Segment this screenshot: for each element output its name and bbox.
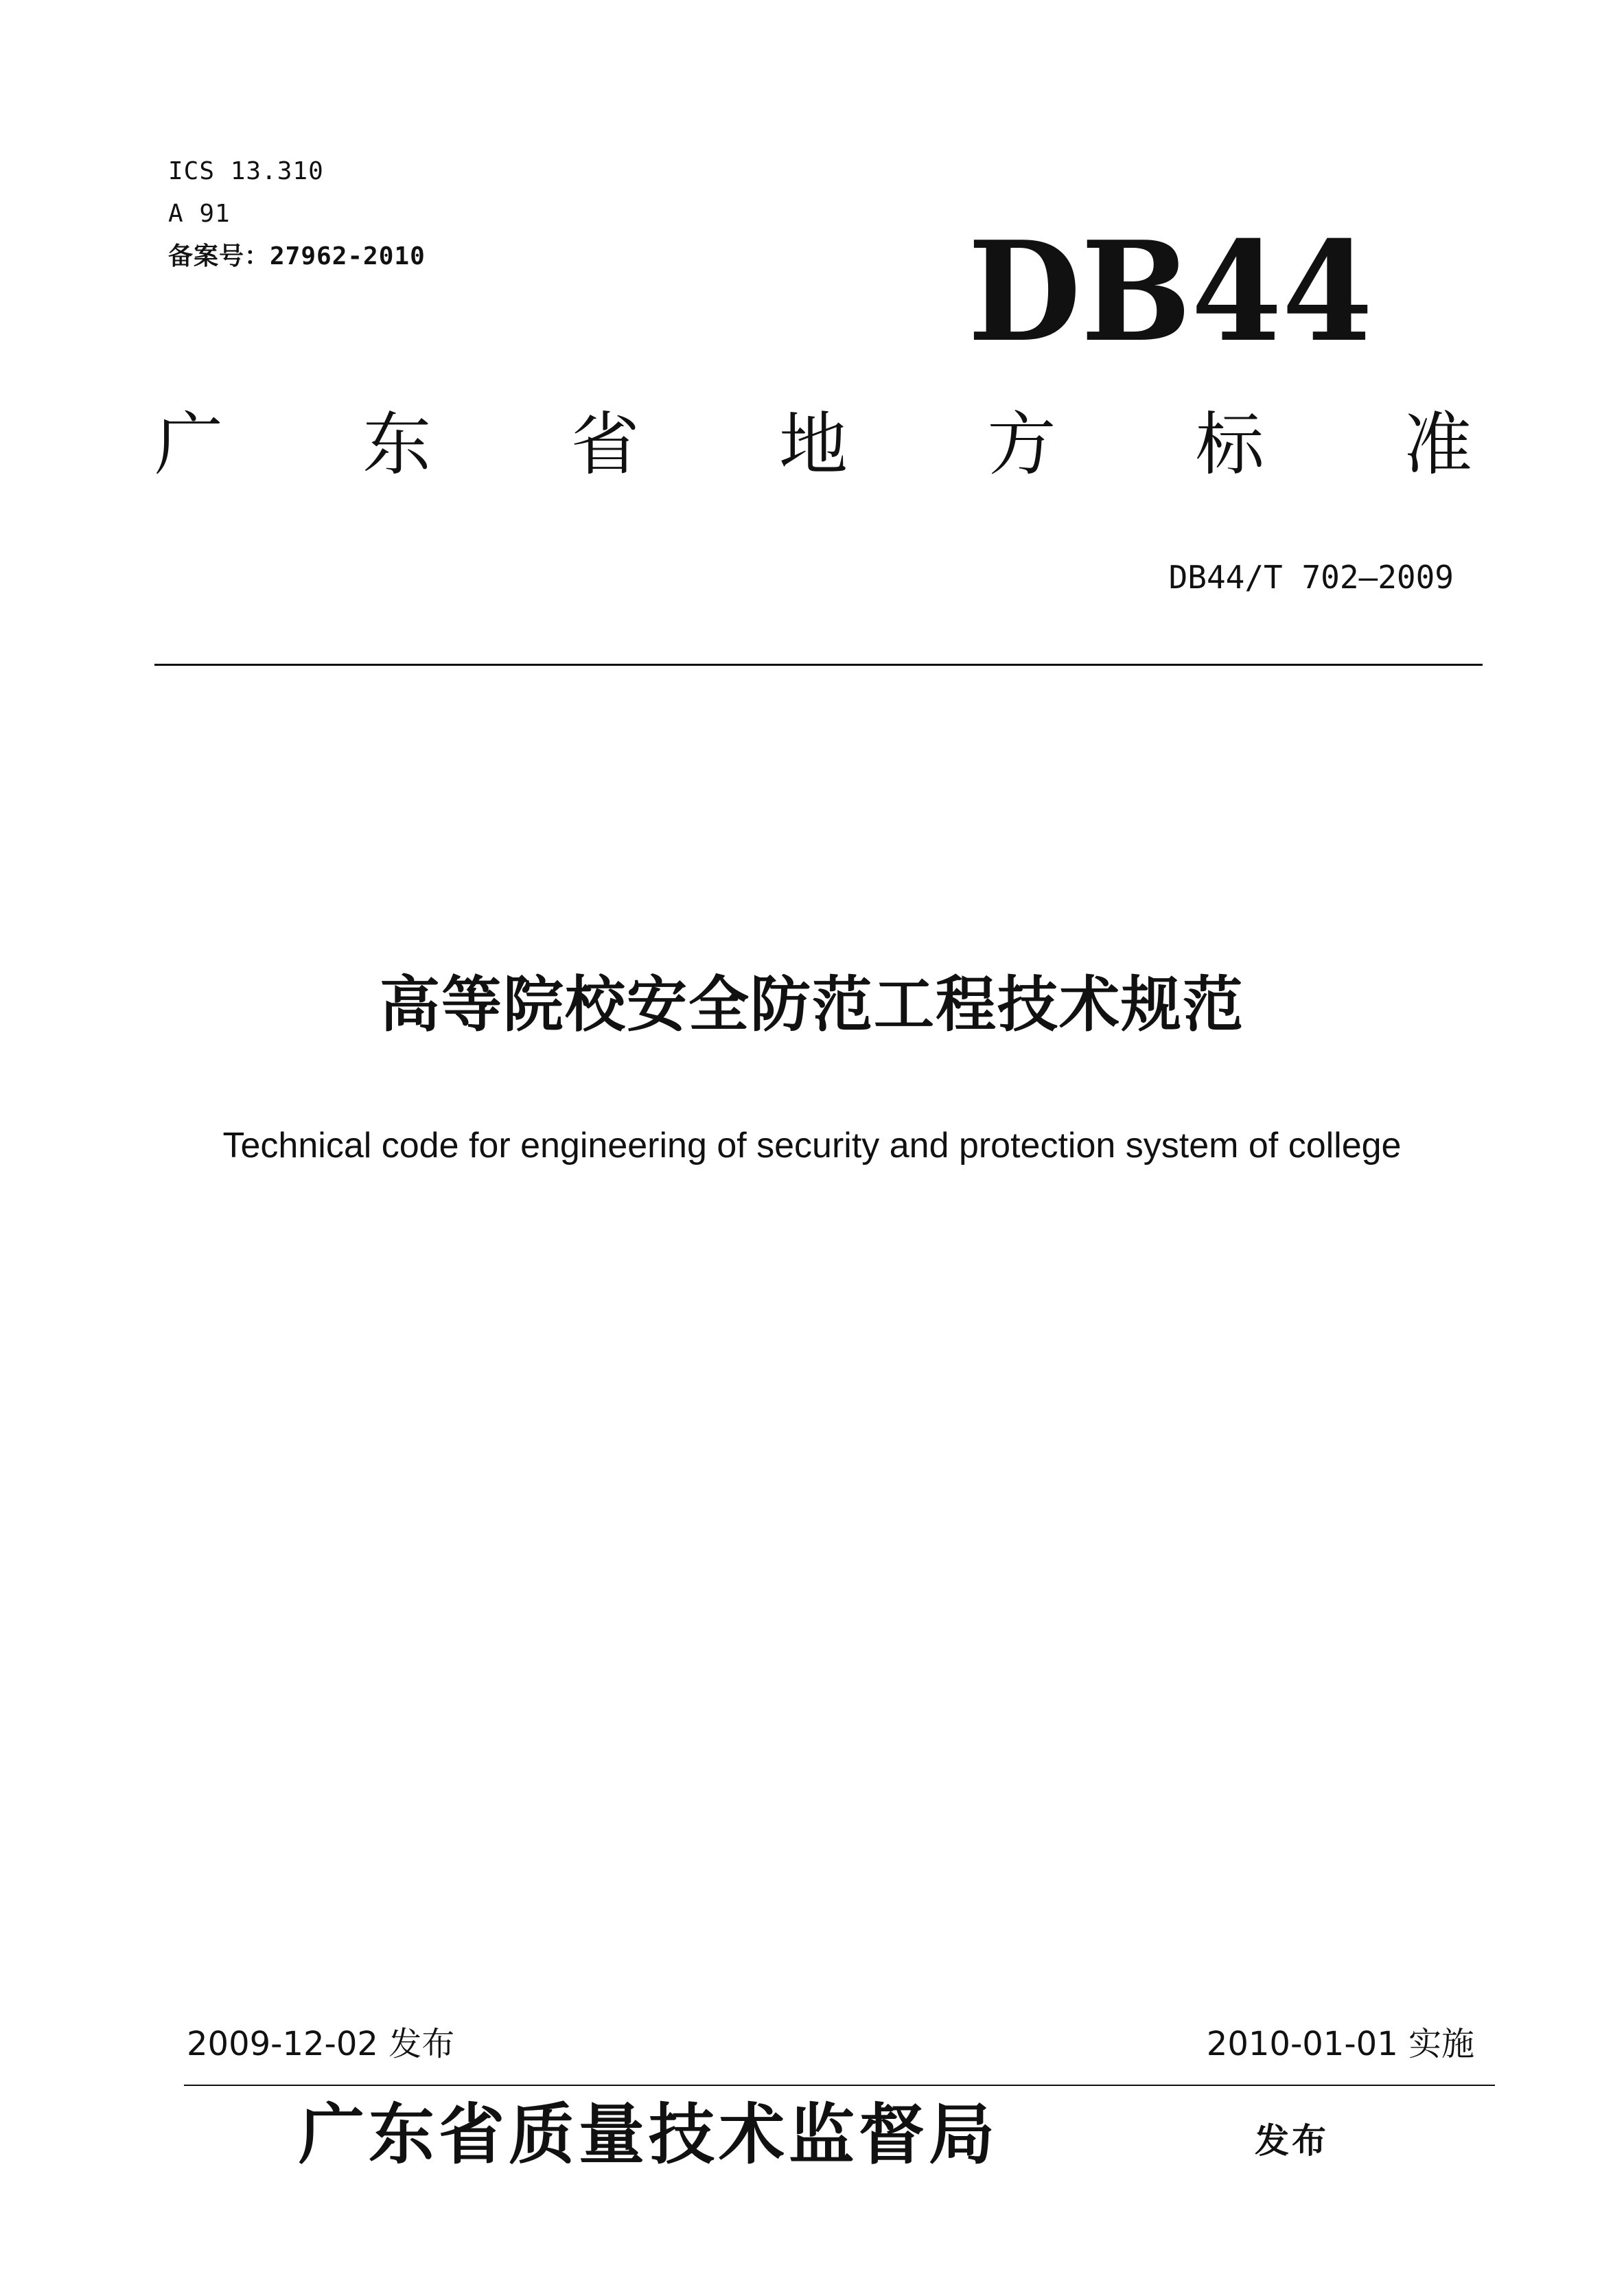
bottom-divider (184, 2085, 1495, 2086)
standard-type-char: 省 (570, 404, 640, 485)
publisher-action: 发布 (1255, 2121, 1329, 2161)
ics-code: ICS 13.310 (168, 157, 324, 185)
publisher-name: 广东省质量技术监督局 (299, 2096, 999, 2173)
standard-type-char: 东 (362, 404, 432, 485)
title-english: Technical code for engineering of security and protection system of college (222, 1126, 1402, 1166)
standard-type-char: 方 (987, 404, 1056, 485)
standard-type-char: 广 (154, 404, 223, 485)
top-divider (154, 664, 1483, 666)
standard-number: DB44/T 702—2009 (1168, 559, 1454, 596)
standard-type-char: 准 (1403, 404, 1472, 485)
filing-number: 备案号：27962-2010 (168, 242, 426, 270)
standard-type-char: 标 (1195, 404, 1264, 485)
title-chinese: 高等院校安全防范工程技术规范 (379, 969, 1244, 1040)
db44-logo (964, 223, 1376, 353)
classification-code: A 91 (168, 200, 231, 228)
issue-date: 2009-12-02 发布 (187, 2025, 455, 2063)
standard-type-char: 地 (778, 404, 848, 485)
standard-type-heading (154, 404, 1472, 485)
effective-date: 2010-01-01 实施 (1206, 2025, 1474, 2063)
logo-text: DB44 (968, 223, 1373, 353)
